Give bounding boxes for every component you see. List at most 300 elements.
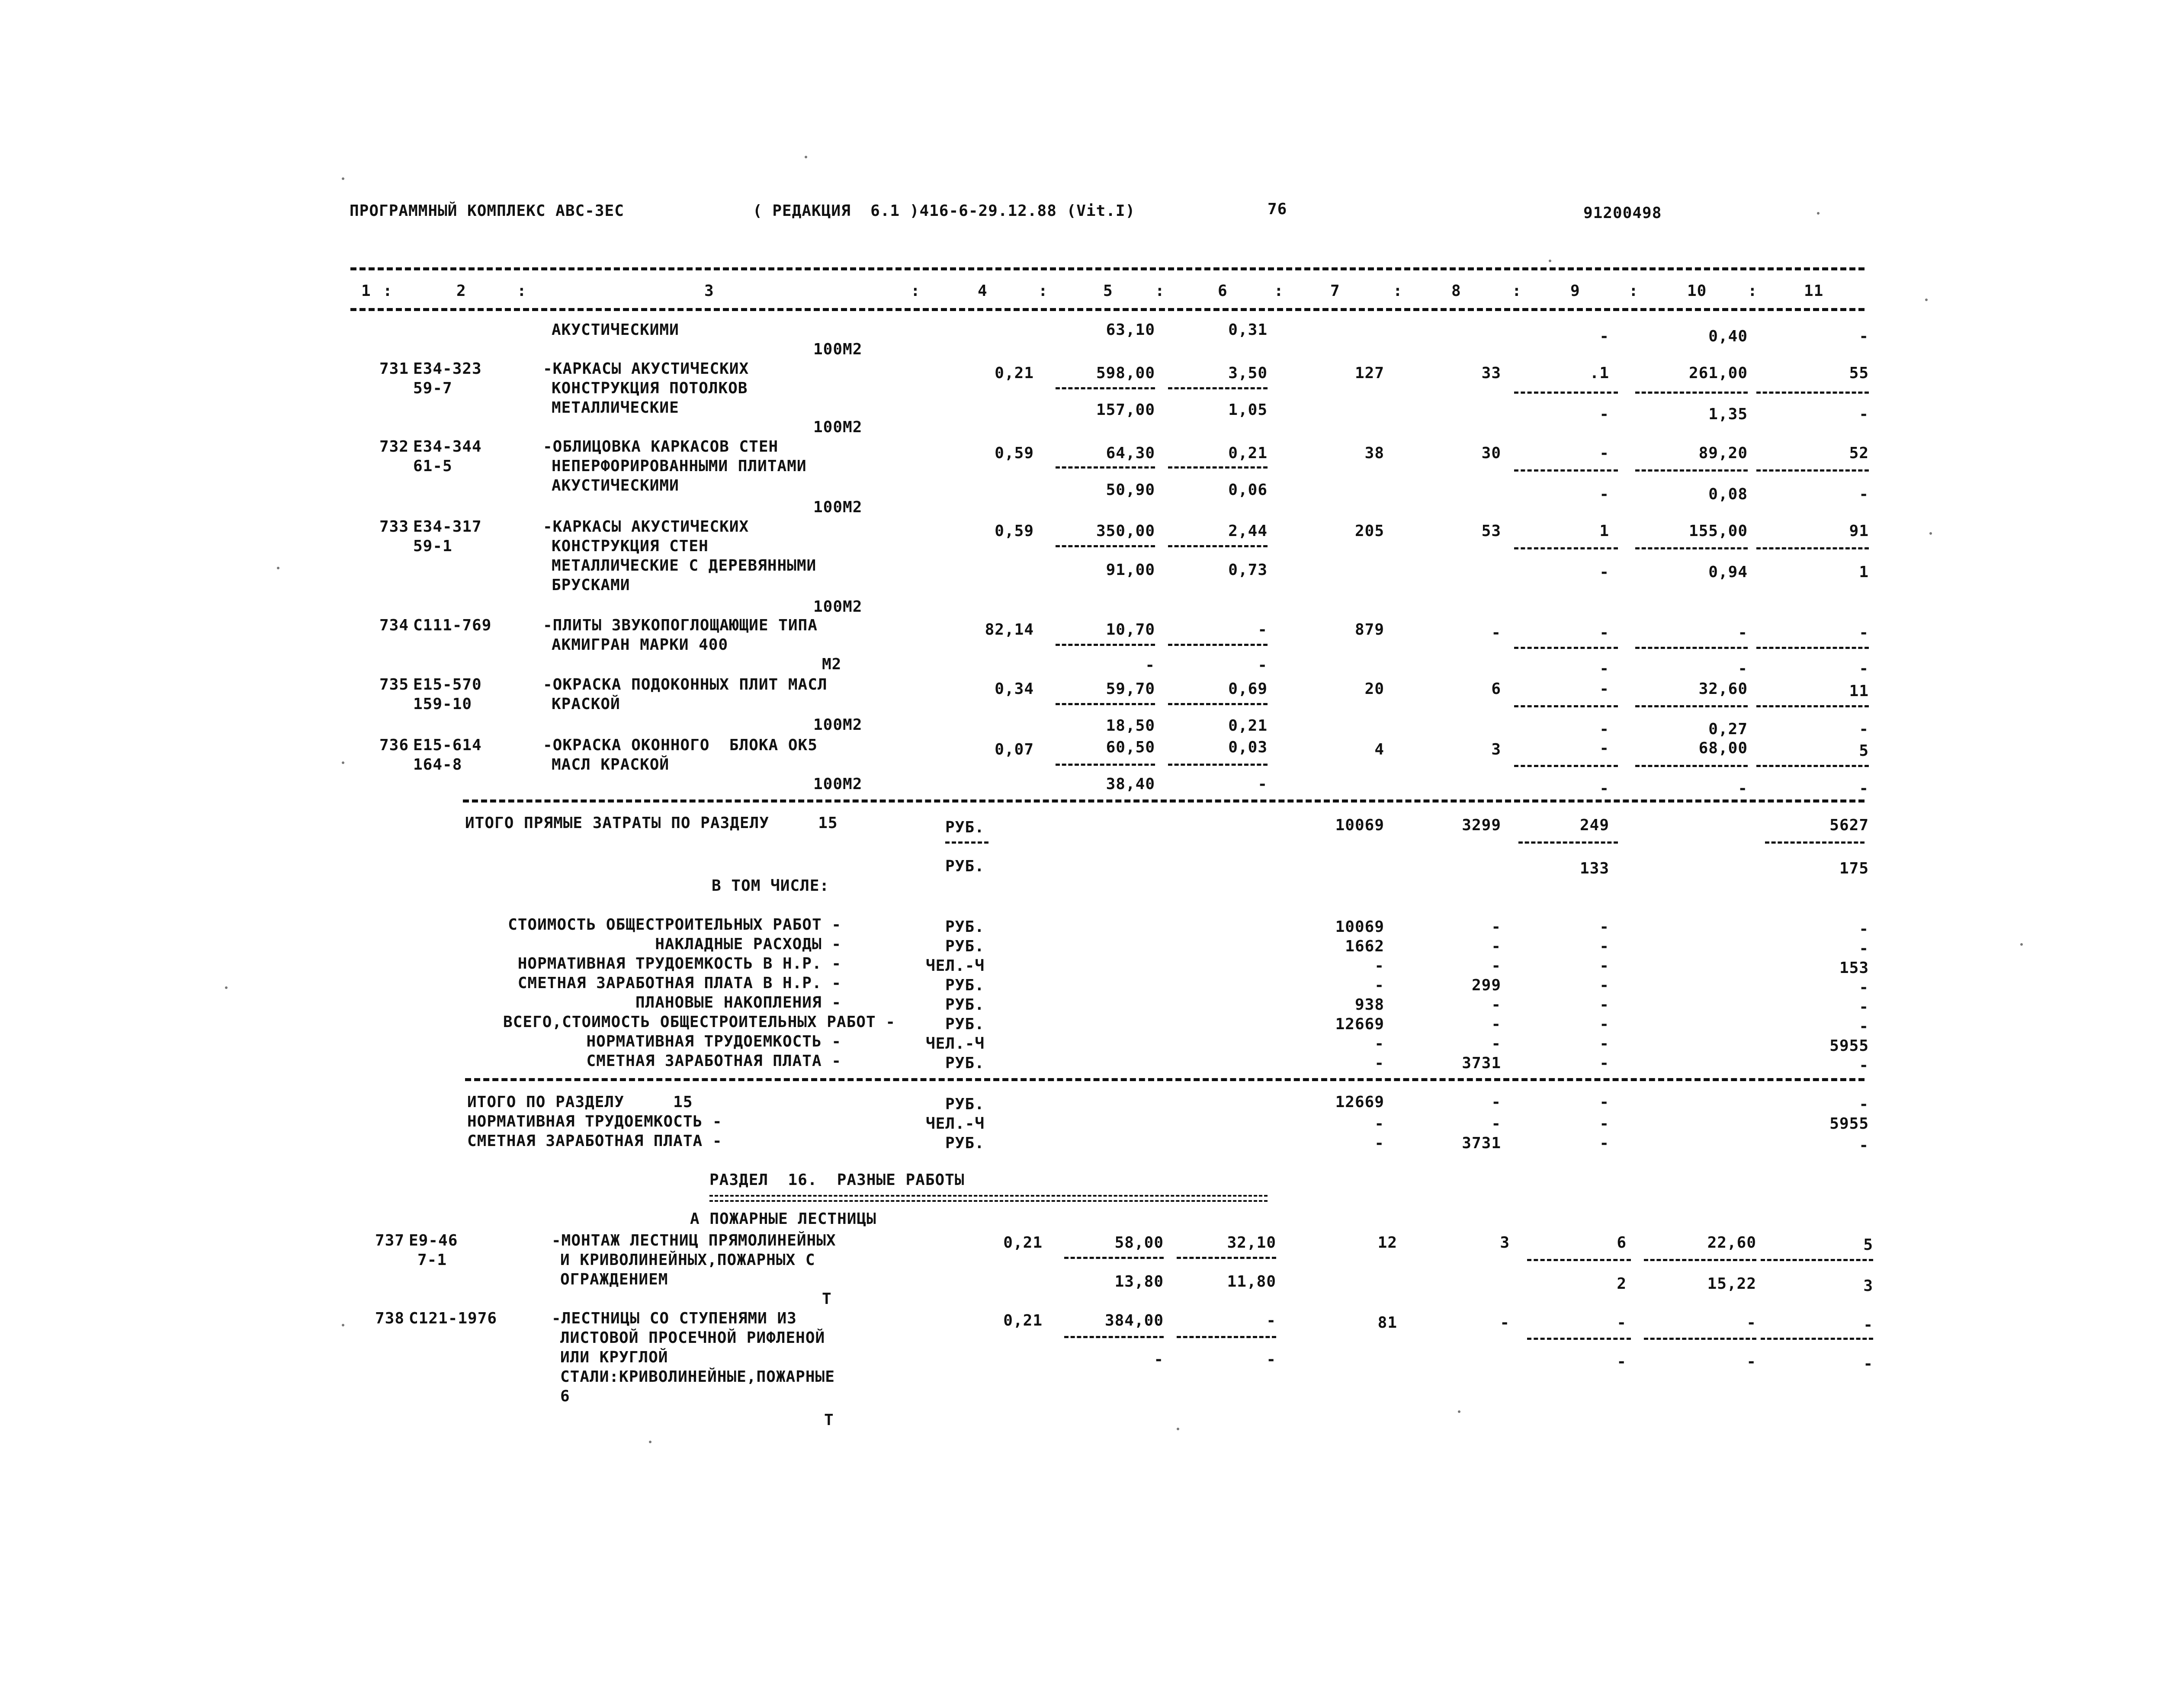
row-c7: 127	[1354, 364, 1384, 382]
row-desc: МАСЛ КРАСКОЙ	[552, 756, 670, 774]
row-code: Е9-46	[409, 1232, 458, 1249]
row-num: 737	[375, 1232, 404, 1249]
breakdown-c8: -	[1491, 1035, 1501, 1053]
row-num: 733	[379, 518, 409, 536]
sub-rule	[1177, 1336, 1276, 1338]
row-code2: 164-8	[413, 756, 462, 774]
row-unit: 100М2	[813, 716, 863, 734]
row-c7: 879	[1354, 621, 1384, 639]
row-c5b: 157,00	[1096, 401, 1155, 419]
sub-rule	[1635, 765, 1748, 767]
sub-rule	[1514, 705, 1618, 707]
carryover-c6: 0,31	[1228, 321, 1268, 339]
col-num-11: 11	[1804, 282, 1824, 300]
row-c9b: 2	[1617, 1275, 1627, 1293]
breakdown-label: НОРМАТИВНАЯ ТРУДОЕМКОСТЬ В Н.Р. -	[517, 955, 841, 973]
row-code: Е34-344	[413, 438, 482, 456]
row-c11a: 11	[1849, 682, 1869, 700]
row-unit: 100М2	[813, 498, 863, 516]
col-num-2: 2	[456, 282, 466, 300]
sub-rule	[1168, 644, 1268, 646]
breakdown-c7: 12669	[1335, 1015, 1384, 1033]
sub-rule	[1056, 387, 1155, 389]
scan-speck	[2020, 943, 2023, 946]
col-sep: :	[517, 282, 527, 300]
row-c9a: -	[1599, 624, 1609, 642]
breakdown-label: СМЕТНАЯ ЗАРАБОТНАЯ ПЛАТА -	[586, 1052, 841, 1070]
section16-title: РАЗДЕЛ 16. РАЗНЫЕ РАБОТЫ	[709, 1171, 965, 1189]
row-c10a: 68,00	[1698, 739, 1748, 757]
row-desc: МЕТАЛЛИЧЕСКИЕ	[552, 399, 679, 417]
row-c8: 6	[1491, 680, 1501, 698]
section-total-unit: ЧЕЛ.-Ч	[926, 1115, 985, 1133]
row-c6a: -	[1258, 621, 1268, 639]
section-total-label: СМЕТНАЯ ЗАРАБОТНАЯ ПЛАТА -	[467, 1132, 722, 1150]
row-desc: ЛИСТОВОЙ ПРОСЕЧНОЙ РИФЛЕНОЙ	[560, 1329, 825, 1347]
sub-rule	[1168, 545, 1268, 547]
sub-rule	[1168, 387, 1268, 389]
scan-speck	[342, 761, 344, 764]
row-qty: 0,21	[1003, 1312, 1043, 1329]
row-c11b: 3	[1863, 1277, 1873, 1295]
section-total-c7: -	[1374, 1115, 1384, 1133]
col-num-10: 10	[1687, 282, 1707, 300]
row-c10b: -	[1746, 1353, 1756, 1371]
row-code2: 59-7	[413, 379, 452, 397]
breakdown-c11: 5955	[1829, 1037, 1869, 1055]
row-num: 731	[379, 360, 409, 378]
breakdown-c7: 10069	[1335, 918, 1384, 936]
sub-rule	[1644, 1338, 1756, 1340]
sub-rule	[1756, 705, 1869, 707]
sub-rule	[1514, 647, 1618, 649]
row-num: 735	[379, 676, 409, 693]
col-num-9: 9	[1570, 282, 1580, 300]
row-c8: 53	[1481, 522, 1501, 540]
direct-c11b: 175	[1839, 860, 1869, 877]
scan-speck	[342, 177, 344, 180]
sub-rule	[1168, 703, 1268, 705]
breakdown-c8: -	[1491, 918, 1501, 936]
row-c9a: 1	[1599, 522, 1609, 540]
breakdown-c8: 299	[1471, 976, 1501, 994]
breakdown-c7: -	[1374, 1035, 1384, 1053]
row-desc: СТАЛИ:КРИВОЛИНЕЙНЫЕ,ПОЖАРНЫЕ	[560, 1368, 835, 1386]
row-c9b: -	[1599, 563, 1609, 581]
row-c5a: 10,70	[1106, 621, 1155, 639]
row-c7: 38	[1364, 444, 1384, 462]
row-code: Е15-570	[413, 676, 482, 693]
row-c9b: -	[1599, 720, 1609, 738]
row-desc: БРУСКАМИ	[552, 576, 630, 594]
col-sep: :	[1629, 282, 1639, 300]
breakdown-label: СМЕТНАЯ ЗАРАБОТНАЯ ПЛАТА В Н.Р. -	[517, 974, 841, 992]
row-desc: -ОКРАСКА ОКОННОГО БЛОКА ОК5	[543, 736, 818, 754]
scan-speck	[342, 1324, 344, 1326]
scan-speck	[277, 567, 279, 569]
sub-rule	[1644, 1259, 1756, 1261]
row-c10a: 261,00	[1688, 364, 1748, 382]
breakdown-label: СТОИМОСТЬ ОБЩЕСТРОИТЕЛЬНЫХ РАБОТ -	[508, 916, 841, 934]
row-c5b: 38,40	[1106, 775, 1155, 793]
section16-underline	[709, 1195, 1268, 1197]
row-code: С121-1976	[409, 1310, 497, 1327]
table-top-rule	[350, 267, 1865, 270]
sub-rule	[1064, 1257, 1164, 1259]
direct-c11: 5627	[1829, 816, 1869, 834]
row-num: 736	[379, 736, 409, 754]
sub-rule	[1527, 1338, 1631, 1340]
row-c6b: -	[1266, 1351, 1276, 1368]
totals-rule	[463, 799, 1865, 803]
row-qty: 82,14	[985, 621, 1034, 639]
breakdown-unit: ЧЕЛ.-Ч	[926, 1035, 985, 1053]
sub-rule	[1514, 392, 1618, 394]
sub-rule	[1756, 547, 1869, 549]
row-c10a: 22,60	[1707, 1234, 1756, 1252]
section-total-label: ИТОГО ПО РАЗДЕЛУ 15	[467, 1093, 693, 1111]
row-c5b: -	[1145, 656, 1155, 674]
row-c10a: 155,00	[1688, 522, 1748, 540]
row-c6a: 2,44	[1228, 522, 1268, 540]
section-total-c7: 12669	[1335, 1093, 1384, 1111]
row-c5a: 60,50	[1106, 738, 1155, 756]
row-c10b: 0,08	[1708, 485, 1748, 503]
sub-rule	[1518, 841, 1618, 844]
row-c5a: 58,00	[1114, 1234, 1164, 1252]
row-code2: 61-5	[413, 457, 452, 475]
row-code: Е15-614	[413, 736, 482, 754]
row-desc: 6	[560, 1387, 570, 1405]
row-c7: 12	[1377, 1234, 1397, 1252]
breakdown-c11: -	[1859, 1056, 1869, 1074]
sub-rule	[1056, 545, 1155, 547]
col-num-1: 1	[361, 282, 371, 300]
row-desc: ИЛИ КРУГЛОЙ	[560, 1348, 668, 1366]
row-c7: 20	[1364, 680, 1384, 698]
col-sep: :	[1038, 282, 1048, 300]
row-desc: НЕПЕРФОРИРОВАННЫМИ ПЛИТАМИ	[552, 457, 807, 475]
row-c10b: 15,22	[1707, 1275, 1756, 1293]
carryover-c5: 63,10	[1106, 321, 1155, 339]
scan-speck	[1929, 532, 1932, 535]
row-code2: 159-10	[413, 695, 472, 713]
row-c6a: 3,50	[1228, 364, 1268, 382]
row-c10b: 0,27	[1708, 720, 1748, 738]
row-c10a: -	[1738, 624, 1748, 642]
scan-speck	[805, 156, 807, 158]
sub-rule	[1635, 469, 1748, 472]
breakdown-c7: -	[1374, 957, 1384, 975]
row-num: 734	[379, 616, 409, 634]
row-desc: КОНСТРУКЦИЯ ПОТОЛКОВ	[552, 379, 748, 397]
row-qty: 0,21	[995, 364, 1034, 382]
col-num-6: 6	[1218, 282, 1228, 300]
row-desc: -КАРКАСЫ АКУСТИЧЕСКИХ	[543, 518, 749, 536]
carryover-text: АКУСТИЧЕСКИМИ	[552, 321, 679, 339]
row-c5b: 18,50	[1106, 717, 1155, 735]
sub-rule	[1756, 469, 1869, 472]
row-unit: 100М2	[813, 775, 863, 793]
breakdown-unit: РУБ.	[945, 1054, 985, 1072]
sub-rule	[1756, 765, 1869, 767]
row-c8: 3	[1491, 741, 1501, 758]
breakdown-c9: -	[1599, 996, 1609, 1014]
sub-rule	[1514, 765, 1618, 767]
sub-rule	[1056, 764, 1155, 766]
carryover-c11: -	[1859, 327, 1869, 345]
row-unit: Т	[822, 1290, 832, 1308]
row-c6b: 0,73	[1228, 561, 1268, 579]
sub-rule	[1514, 547, 1618, 549]
col-sep: :	[1155, 282, 1165, 300]
breakdown-unit: РУБ.	[945, 918, 985, 936]
section-total-c8: -	[1491, 1093, 1501, 1111]
row-desc: -ЛЕСТНИЦЫ СО СТУПЕНЯМИ ИЗ	[552, 1310, 797, 1327]
breakdown-c9: -	[1599, 957, 1609, 975]
col-num-7: 7	[1330, 282, 1340, 300]
row-unit: Т	[824, 1411, 834, 1429]
row-c8: -	[1491, 624, 1501, 642]
breakdown-unit: РУБ.	[945, 1015, 985, 1033]
row-num: 738	[375, 1310, 404, 1327]
breakdown-c8: -	[1491, 1015, 1501, 1033]
row-c8: 3	[1500, 1234, 1510, 1252]
row-c6a: 32,10	[1227, 1234, 1276, 1252]
row-c5b: 13,80	[1114, 1273, 1164, 1291]
col-num-3: 3	[704, 282, 714, 300]
row-c11b: -	[1859, 780, 1869, 797]
sub-rule	[1635, 705, 1748, 707]
scan-speck	[1177, 1428, 1179, 1430]
row-desc: -ОБЛИЦОВКА КАРКАСОВ СТЕН	[543, 438, 779, 456]
edition-info: ( РЕДАКЦИЯ 6.1 )416-6-29.12.88 (Vit.I)	[753, 202, 1136, 220]
col-sep: :	[911, 282, 921, 300]
section-total-label: НОРМАТИВНАЯ ТРУДОЕМКОСТЬ -	[467, 1113, 722, 1130]
col-num-5: 5	[1103, 282, 1113, 300]
scan-speck	[1549, 260, 1551, 262]
row-desc: -ПЛИТЫ ЗВУКОПОГЛОЩАЮЩИЕ ТИПА	[543, 616, 818, 634]
row-c6b: -	[1258, 775, 1268, 793]
sub-rule	[1177, 1257, 1276, 1259]
row-c11a: 5	[1863, 1236, 1873, 1254]
row-c7: 4	[1374, 741, 1384, 758]
row-c11b: 1	[1859, 563, 1869, 581]
direct-costs-unit: РУБ.	[945, 819, 985, 836]
section-total-c9: -	[1599, 1115, 1609, 1133]
row-c9b: -	[1617, 1353, 1627, 1371]
row-c11b: -	[1859, 485, 1869, 503]
sub-rule	[1756, 647, 1869, 649]
sub-rule	[1635, 647, 1748, 649]
breakdown-c8: -	[1491, 996, 1501, 1014]
sub-rule	[945, 841, 988, 844]
row-desc: КОНСТРУКЦИЯ СТЕН	[552, 537, 709, 555]
sub-rule	[1527, 1259, 1631, 1261]
row-c5b: -	[1154, 1351, 1164, 1368]
section-total-rule	[465, 1078, 1865, 1081]
row-c10a: -	[1746, 1314, 1756, 1332]
breakdown-c11: -	[1859, 998, 1869, 1016]
scan-speck	[1925, 299, 1928, 301]
row-c11b: -	[1859, 720, 1869, 738]
direct-c7: 10069	[1335, 816, 1384, 834]
row-c5a: 350,00	[1096, 522, 1155, 540]
sub-rule	[1168, 764, 1268, 766]
breakdown-unit: РУБ.	[945, 996, 985, 1014]
row-c11a: 91	[1849, 522, 1869, 540]
sub-rule	[1064, 1336, 1164, 1338]
breakdown-c8: -	[1491, 957, 1501, 975]
breakdown-c11: -	[1859, 1018, 1869, 1035]
row-c5b: 50,90	[1106, 481, 1155, 499]
breakdown-label: ПЛАНОВЫЕ НАКОПЛЕНИЯ -	[635, 994, 841, 1011]
row-code: С111-769	[413, 616, 492, 634]
breakdown-c11: 153	[1839, 959, 1869, 977]
sub-rule	[1756, 392, 1869, 394]
section-total-c9: -	[1599, 1093, 1609, 1111]
row-qty: 0,34	[995, 680, 1034, 698]
section-total-c11: -	[1859, 1095, 1869, 1113]
row-c10a: 89,20	[1698, 444, 1748, 462]
row-c9a: 6	[1617, 1234, 1627, 1252]
row-desc: МЕТАЛЛИЧЕСКИЕ С ДЕРЕВЯННЫМИ	[552, 557, 817, 575]
row-desc: КРАСКОЙ	[552, 695, 620, 713]
row-c11b: -	[1863, 1355, 1873, 1373]
row-c9a: -	[1599, 680, 1609, 698]
breakdown-c9: -	[1599, 1054, 1609, 1072]
row-c10b: -	[1738, 780, 1748, 797]
sub-rule	[1761, 1259, 1873, 1261]
row-c6b: 1,05	[1228, 401, 1268, 419]
row-c9a: .1	[1589, 364, 1609, 382]
row-qty: 0,21	[1003, 1234, 1043, 1252]
row-desc: АКМИГРАН МАРКИ 400	[552, 636, 728, 654]
breakdown-c7: 1662	[1345, 937, 1384, 955]
breakdown-c8: 3731	[1462, 1054, 1501, 1072]
row-c11a: 52	[1849, 444, 1869, 462]
row-desc: И КРИВОЛИНЕЙНЫХ,ПОЖАРНЫХ С	[560, 1251, 815, 1269]
row-code: Е34-317	[413, 518, 482, 536]
sub-rule	[1514, 469, 1618, 472]
row-c11a: -	[1859, 624, 1869, 642]
breakdown-unit: РУБ.	[945, 937, 985, 955]
row-num: 732	[379, 438, 409, 456]
breakdown-unit: ЧЕЛ.-Ч	[926, 957, 985, 975]
scan-speck	[1817, 212, 1820, 215]
direct-c9: 249	[1579, 816, 1609, 834]
row-desc: -МОНТАЖ ЛЕСТНИЦ ПРЯМОЛИНЕЙНЫХ	[552, 1232, 836, 1249]
breakdown-unit: РУБ.	[945, 976, 985, 994]
carryover-c10: 0,40	[1708, 327, 1748, 345]
scan-speck	[649, 1441, 651, 1443]
row-qty: 0,59	[995, 522, 1034, 540]
breakdown-c8: -	[1491, 937, 1501, 955]
row-c11a: 5	[1859, 742, 1869, 760]
row-code: Е34-323	[413, 360, 482, 378]
row-c9b: -	[1599, 485, 1609, 503]
col-sep: :	[1748, 282, 1758, 300]
row-c9a: -	[1599, 739, 1609, 757]
breakdown-c7: 938	[1354, 996, 1384, 1014]
row-c9b: -	[1599, 660, 1609, 677]
scan-speck	[225, 986, 228, 989]
scan-speck	[1458, 1410, 1460, 1413]
row-c11b: -	[1859, 660, 1869, 677]
section-total-c11: 5955	[1829, 1115, 1869, 1133]
row-c10b: 1,35	[1708, 405, 1748, 423]
breakdown-label: НАКЛАДНЫЕ РАСХОДЫ -	[655, 935, 841, 953]
row-desc: АКУСТИЧЕСКИМИ	[552, 477, 679, 494]
section16-subsection: А ПОЖАРНЫЕ ЛЕСТНИЦЫ	[690, 1210, 876, 1228]
row-c6a: 0,21	[1228, 444, 1268, 462]
breakdown-c7: -	[1374, 976, 1384, 994]
section-total-c7: -	[1374, 1134, 1384, 1152]
row-qty: 0,07	[995, 741, 1034, 758]
row-desc: -КАРКАСЫ АКУСТИЧЕСКИХ	[543, 360, 749, 378]
row-qty: 0,59	[995, 444, 1034, 462]
col-num-8: 8	[1451, 282, 1461, 300]
row-c8: 33	[1481, 364, 1501, 382]
row-c6b: 0,06	[1228, 481, 1268, 499]
row-c10a: 32,60	[1698, 680, 1748, 698]
row-c5a: 59,70	[1106, 680, 1155, 698]
direct-c9b: 133	[1579, 860, 1609, 877]
section-total-c11: -	[1859, 1137, 1869, 1154]
row-c7: 205	[1354, 522, 1384, 540]
row-desc: ОГРАЖДЕНИЕМ	[560, 1271, 668, 1288]
row-unit: 100М2	[813, 418, 863, 436]
row-c8: -	[1500, 1314, 1510, 1332]
row-desc: -ОКРАСКА ПОДОКОННЫХ ПЛИТ МАСЛ	[543, 676, 828, 693]
breakdown-label: ВСЕГО,СТОИМОСТЬ ОБЩЕСТРОИТЕЛЬНЫХ РАБОТ -	[503, 1013, 895, 1031]
breakdown-label: НОРМАТИВНАЯ ТРУДОЕМКОСТЬ -	[586, 1033, 841, 1050]
breakdown-c7: -	[1374, 1054, 1384, 1072]
row-code2: 59-1	[413, 537, 452, 555]
col-sep: :	[1274, 282, 1284, 300]
row-c10b: -	[1738, 660, 1748, 677]
section-total-c8: -	[1491, 1115, 1501, 1133]
sub-rule	[1761, 1338, 1873, 1340]
section-total-unit: РУБ.	[945, 1134, 985, 1152]
col-sep: :	[1393, 282, 1403, 300]
row-c6b: 11,80	[1227, 1273, 1276, 1291]
sub-rule	[1765, 841, 1865, 844]
row-unit: 100М2	[813, 598, 863, 616]
sub-rule	[1635, 392, 1748, 394]
col-num-4: 4	[978, 282, 988, 300]
breakdown-c9: -	[1599, 976, 1609, 994]
row-c6a: 0,69	[1228, 680, 1268, 698]
sub-rule	[1056, 703, 1155, 705]
row-c11a: -	[1863, 1316, 1873, 1334]
breakdown-c11: -	[1859, 920, 1869, 938]
row-c11b: -	[1859, 405, 1869, 423]
row-unit: М2	[822, 655, 842, 673]
row-c7: 81	[1377, 1314, 1397, 1332]
page-number: 76	[1268, 200, 1287, 218]
row-c6a: -	[1266, 1312, 1276, 1329]
row-c5a: 64,30	[1106, 444, 1155, 462]
row-c5b: 91,00	[1106, 561, 1155, 579]
breakdown-c9: -	[1599, 1015, 1609, 1033]
col-sep: :	[383, 282, 393, 300]
breakdown-c11: -	[1859, 979, 1869, 996]
row-c8: 30	[1481, 444, 1501, 462]
row-c10b: 0,94	[1708, 563, 1748, 581]
direct-costs-unit-b: РУБ.	[945, 857, 985, 875]
sub-rule	[1635, 547, 1748, 549]
